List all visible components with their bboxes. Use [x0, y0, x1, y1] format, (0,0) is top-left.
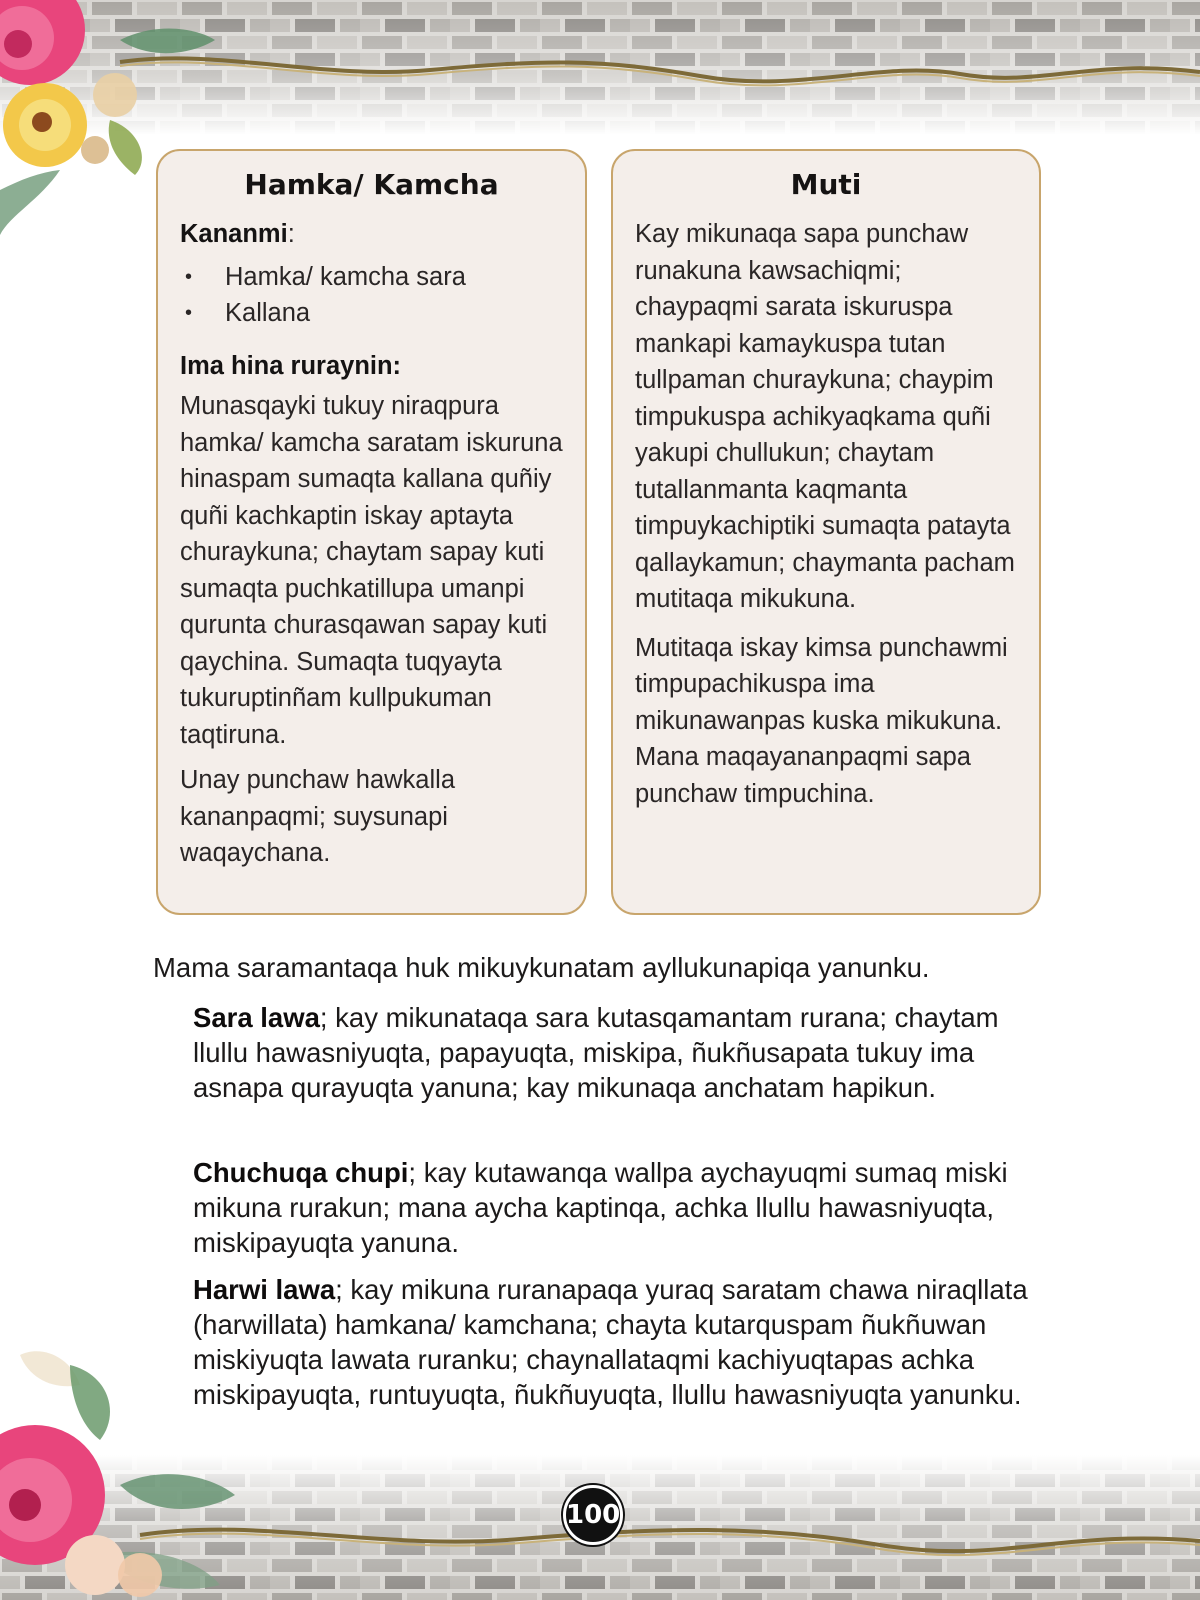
lead-sentence: Mama saramantaqa huk mikuykunatam ayllukunapiqa yanunku.	[153, 952, 930, 983]
bullet-icon: •	[185, 265, 193, 288]
method-label: Ima hina ruraynin:	[180, 351, 402, 380]
ingredients-label: Kananmi	[180, 220, 288, 248]
dish-description: ; kay mikunataqa sara kutasqamantam rurana; chaytam llullu hawasniyuqta, papayuqta, miskipa, ñukñusapata tukuy ima asnapa qurayuqta yanuna; kay mikunaqa anchatam hapikun.	[193, 1002, 999, 1103]
dish-entry-sara-lawa	[193, 1000, 1043, 1105]
description-paragraph: Kay mikunaqa sapa punchaw runakuna kawsachiqmi; chaypaqmi sarata iskuruspa mankapi kamaykuspa tutan tullpaman churaykuna; chaypim timpukuspa achikyaqkama quñi yakupi chullukun; chaytam tutallanmanta kaqmanta timpuykachiptiki sumaqta patayta qallaykamun; chaymanta pacham mutitaqa mikukuna.	[635, 220, 1015, 613]
recipe-title: Hamka/ Kamcha	[244, 168, 499, 201]
bullet-icon: •	[185, 301, 193, 324]
page-number: 100	[563, 1485, 623, 1545]
ingredients-heading	[180, 216, 563, 253]
dish-entry-chuchuqa-chupi	[193, 1155, 1043, 1260]
method-paragraph: Munasqayki tukuy niraqpura hamka/ kamcha saratam iskuruna hinaspam sumaqta kallana quñiy quñi kachkaptin iskay aptayta churaykuna; chaytam sapay kuti sumaqta puchkatillupa umanpi qurunta churasqawan sapay kuti qaychina. Sumaqta tuqyayta tukuruptinñam kullpukuman taqtiruna.	[180, 392, 563, 749]
recipe-title: Muti	[790, 168, 862, 201]
dish-description: ; kay kutawanqa wallpa aychayuqmi sumaq miski mikuna rurakun; mana aycha kaptinqa, achka llullu hawasniyuqta, miskipayuqta yanuna.	[193, 1157, 1008, 1258]
recipe-card-hamka	[156, 149, 587, 915]
list-item	[180, 259, 563, 295]
dish-name: Harwi lawa	[193, 1274, 336, 1305]
dish-name: Chuchuqa chupi	[193, 1157, 409, 1188]
dish-entry-harwi-lawa	[193, 1272, 1043, 1412]
ingredients-colon: :	[287, 220, 295, 248]
storage-paragraph: Unay punchaw hawkalla kananpaqmi; suysunapi waqaychana.	[180, 766, 455, 867]
dish-description: ; kay mikuna ruranapaqa yuraq saratam chawa niraqllata (harwillata) hamkana/ kamchana; chayta kutarquspam ñukñuwan miskiyuqta lawata ruranku; chaynallataqmi kachiyuqtapas achka miskipayuqta, runtuyuqta, ñukñuyuqta, llullu hawasniyuqta yanunku.	[193, 1274, 1028, 1410]
dish-name: Sara lawa	[193, 1002, 320, 1033]
ingredient-text: Kallana	[225, 298, 311, 327]
list-item	[180, 295, 563, 331]
serving-paragraph: Mutitaqa iskay kimsa punchawmi timpupachikuspa ima mikunawanpas kuska mikukuna. Mana maqayananpaqmi sapa punchaw timpuchina.	[635, 633, 1008, 808]
ingredient-text: Hamka/ kamcha sara	[225, 262, 466, 291]
ingredients-list	[180, 259, 563, 331]
recipe-card-muti	[611, 149, 1041, 915]
